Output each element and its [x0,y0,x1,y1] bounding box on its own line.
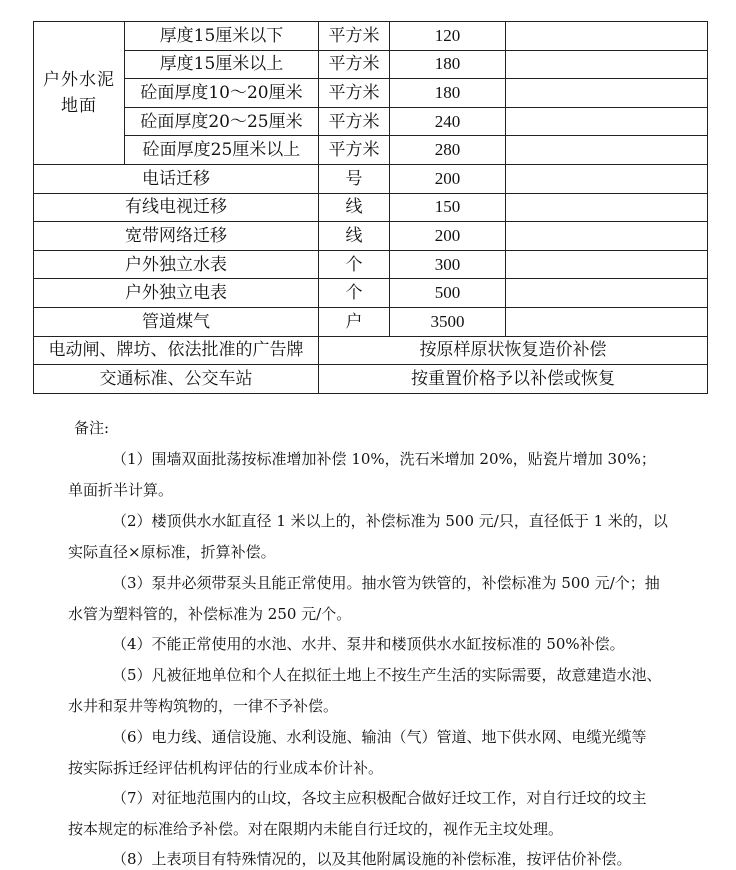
note-8-line1: （8）上表项目有特殊情况的，以及其他附属设施的补偿标准，按评估价补偿。 [112,850,632,868]
note-cell [506,279,708,308]
item-cell: 电话迁移 [34,164,319,193]
unit-cell: 平方米 [319,22,390,51]
item-cell: 管道煤气 [34,307,319,336]
compensation-table [33,21,708,394]
note-cell [506,307,708,336]
value-cell: 3500 [390,307,506,336]
table-row [34,365,708,394]
table-row [34,50,708,79]
table-row [34,222,708,251]
note-5-line1: （5）凡被征地单位和个人在拟征土地上不按生产生活的实际需要，故意建造水池、 [112,666,662,684]
note-cell [506,250,708,279]
item-cell: 电动闸、牌坊、依法批准的广告牌 [34,336,319,365]
note-7-line2: 按本规定的标准给予补偿。对在限期内未能自行迁坟的，视作无主坟处理。 [68,820,564,838]
value-cell: 300 [390,250,506,279]
note-1-line1: （1）围墙双面批荡按标准增加补偿 10%，洗石米增加 20%，贴瓷片增加 30%； [112,450,656,468]
table-row [34,307,708,336]
value-cell: 120 [390,22,506,51]
unit-cell: 线 [319,222,390,251]
table-row [34,279,708,308]
table-row [34,336,708,365]
unit-cell: 个 [319,250,390,279]
unit-cell: 户 [319,307,390,336]
table-row [34,79,708,108]
table-row [34,193,708,222]
table-row [34,22,708,51]
item-cell: 户外独立电表 [34,279,319,308]
unit-cell: 个 [319,279,390,308]
item-cell: 厚度15厘米以上 [125,50,319,79]
note-3-line1: （3）泵井必须带泵头且能正常使用。抽水管为铁管的，补偿标准为 500 元/个；抽 [112,574,660,592]
unit-cell: 平方米 [319,79,390,108]
value-cell: 280 [390,136,506,165]
note-cell [506,107,708,136]
note-2-line1: （2）楼顶供水水缸直径 1 米以上的，补偿标准为 500 元/只，直径低于 1 米的，以 [112,512,668,530]
note-4-line1: （4）不能正常使用的水池、水井、泵井和楼顶供水水缸按标准的 50%补偿。 [112,635,625,653]
item-cell: 砼面厚度25厘米以上 [125,136,319,165]
note-6-line2: 按实际拆迁经评估机构评估的行业成本价计补。 [68,759,384,777]
item-cell: 宽带网络迁移 [34,222,319,251]
unit-cell: 平方米 [319,136,390,165]
table-row [34,107,708,136]
note-cell [506,22,708,51]
table-row [34,250,708,279]
note-cell [506,50,708,79]
value-cell: 200 [390,164,506,193]
note-7-line1: （7）对征地范围内的山坟，各坟主应积极配合做好迁坟工作，对自行迁坟的坟主 [112,789,647,807]
row-group-label [34,22,125,165]
unit-cell: 号 [319,164,390,193]
note-cell [506,222,708,251]
note-2-line2: 实际直径×原标准，折算补偿。 [68,543,276,561]
note-5-line2: 水井和泵井等构筑物的，一律不予补偿。 [68,697,339,715]
unit-cell: 平方米 [319,50,390,79]
note-cell [506,164,708,193]
note-cell [506,193,708,222]
unit-cell: 平方米 [319,107,390,136]
value-cell: 240 [390,107,506,136]
notes-title: 备注: [74,419,110,437]
note-cell [506,136,708,165]
unit-cell: 线 [319,193,390,222]
note-cell [506,79,708,108]
rule-cell: 按重置价格予以补偿或恢复 [319,365,708,394]
item-cell: 交通标准、公交车站 [34,365,319,394]
row-group-label-line2: 地面 [61,95,97,116]
item-cell: 有线电视迁移 [34,193,319,222]
value-cell: 150 [390,193,506,222]
note-6-line1: （6）电力线、通信设施、水利设施、输油（气）管道、地下供水网、电缆光缆等 [112,728,647,746]
value-cell: 500 [390,279,506,308]
table-row [34,136,708,165]
row-group-label-line1: 户外水泥 [43,69,115,90]
note-3-line2: 水管为塑料管的，补偿标准为 250 元/个。 [68,605,352,623]
item-cell: 户外独立水表 [34,250,319,279]
item-cell: 厚度15厘米以下 [125,22,319,51]
item-cell: 砼面厚度10～20厘米 [125,79,319,108]
value-cell: 180 [390,50,506,79]
item-cell: 砼面厚度20～25厘米 [125,107,319,136]
table-row [34,164,708,193]
rule-cell: 按原样原状恢复造价补偿 [319,336,708,365]
value-cell: 200 [390,222,506,251]
note-1-line2: 单面折半计算。 [68,481,174,499]
value-cell: 180 [390,79,506,108]
